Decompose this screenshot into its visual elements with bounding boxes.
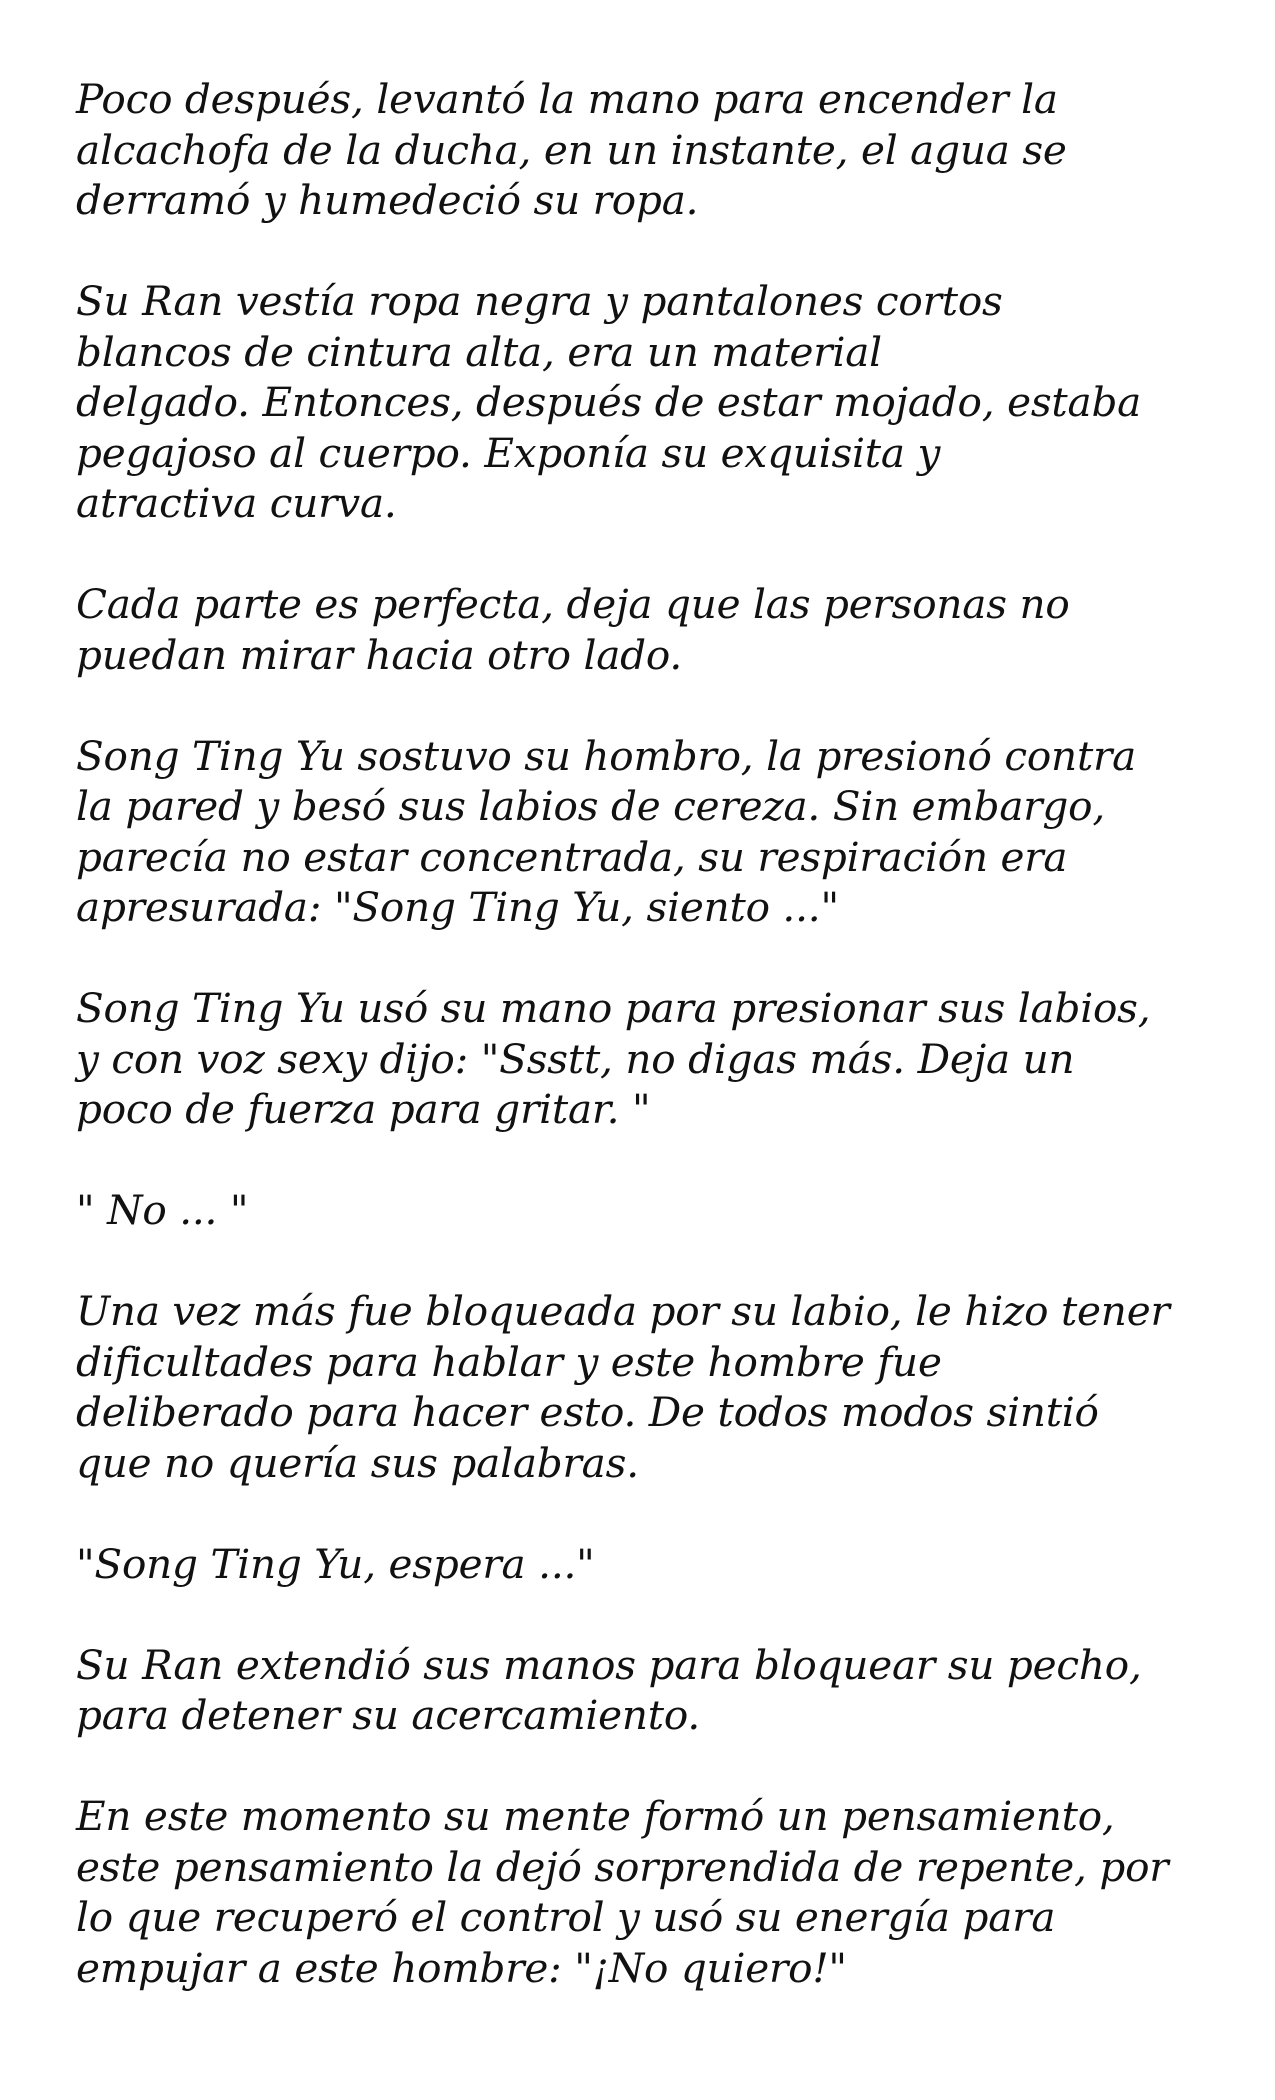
paragraph-3 [76, 579, 1226, 680]
paragraph-1 [76, 74, 1226, 226]
text-line: que no quería sus palabras. [76, 1438, 639, 1487]
text-line: parecía no estar concentrada, su respiración era [76, 832, 1068, 881]
text-line: apresurada: "Song Ting Yu, siento ..." [76, 883, 839, 931]
text-line: puedan mirar hacia otro lado. [76, 630, 683, 679]
text-line: este pensamiento la dejó sorprendida de repente, por [76, 1842, 1169, 1891]
paragraph-6 [76, 1185, 1226, 1236]
paragraph-7 [76, 1286, 1226, 1488]
text-line: empujar a este hombre: "¡No quiero!" [76, 1943, 847, 1992]
text-line: blancos de cintura alta, era un material [76, 327, 882, 376]
text-line: "Song Ting Yu, espera ..." [76, 1539, 595, 1588]
text-line: atractiva curva. [76, 479, 397, 527]
text-line: deliberado para hacer esto. De todos modos sintió [76, 1388, 1099, 1436]
text-line: delgado. Entonces, después de estar mojado, estaba [76, 378, 1142, 426]
text-line: alcachofa de la ducha, en un instante, el agua se [76, 125, 1067, 174]
paragraph-2 [76, 276, 1226, 529]
text-line: Una vez más fue bloqueada por su labio, le hizo tener [76, 1287, 1170, 1335]
text-line: Song Ting Yu usó su mano para presionar sus labios, [76, 984, 1151, 1032]
text-line: Song Ting Yu sostuvo su hombro, la presionó contra [76, 731, 1137, 780]
text-line: pegajoso al cuerpo. Exponía su exquisita y [76, 428, 941, 477]
document-page [76, 74, 1226, 2044]
text-line: la pared y besó sus labios de cereza. Sin embargo, [76, 782, 1106, 830]
paragraph-5 [76, 983, 1226, 1135]
text-line: En este momento su mente formó un pensamiento, [76, 1792, 1115, 1840]
paragraph-9 [76, 1640, 1226, 1741]
paragraph-8 [76, 1539, 1226, 1590]
text-line: poco de fuerza para gritar. " [76, 1085, 651, 1133]
text-line: Su Ran vestía ropa negra y pantalones cortos [76, 277, 1003, 325]
text-line: para detener su acercamiento. [76, 1691, 701, 1739]
text-line: Su Ran extendió sus manos para bloquear su pecho, [76, 1640, 1142, 1689]
paragraph-4 [76, 731, 1226, 933]
text-line: Cada parte es perfecta, deja que las personas no [76, 580, 1070, 628]
text-line: derramó y humedeció su ropa. [76, 176, 699, 224]
text-line: y con voz sexy dijo: "Ssstt, no digas más. Deja un [76, 1034, 1075, 1083]
text-line: dificultades para hablar y este hombre fue [76, 1337, 942, 1386]
paragraph-10 [76, 1791, 1226, 1993]
text-line: lo que recuperó el control y usó su energía para [76, 1893, 1056, 1941]
text-line: " No ... " [76, 1186, 249, 1234]
text-line: Poco después, levantó la mano para encender la [76, 75, 1058, 123]
